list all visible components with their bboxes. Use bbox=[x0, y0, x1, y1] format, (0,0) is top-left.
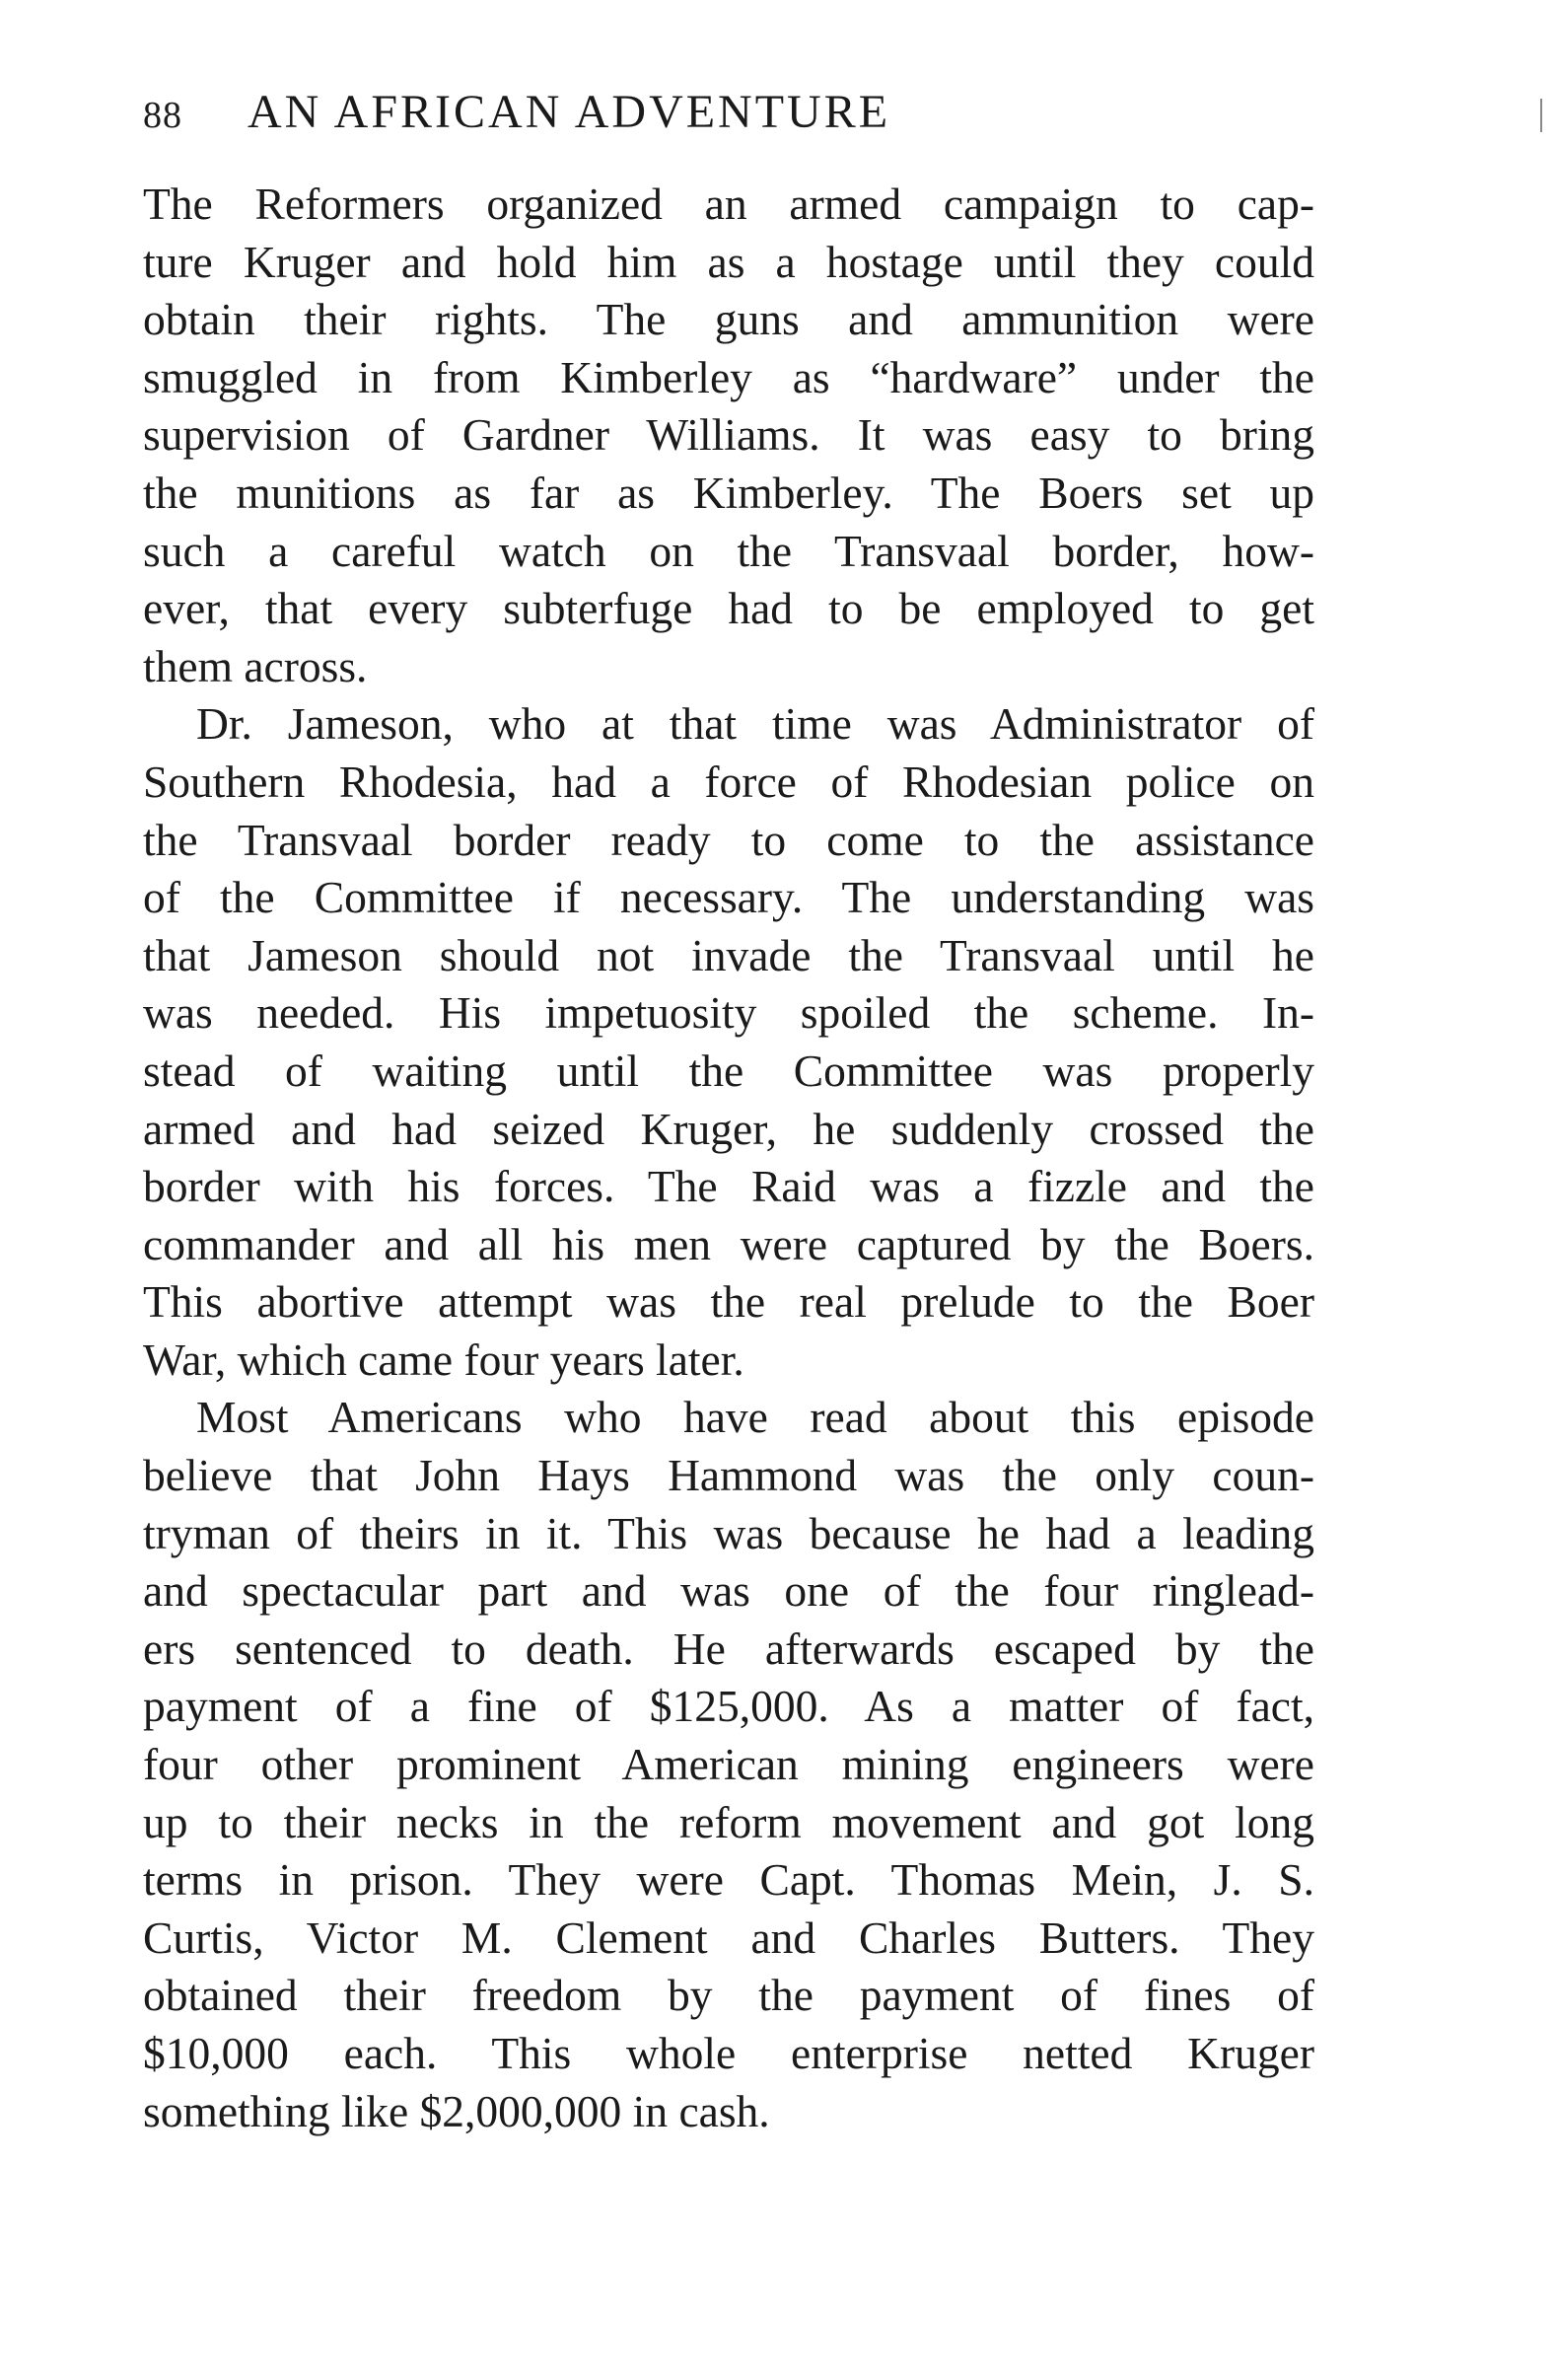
text-line: Dr. Jameson, who at that time was Administrator of bbox=[196, 698, 1314, 750]
text-line: ers sentenced to death. He afterwards escaped by the bbox=[143, 1623, 1314, 1674]
text-line: supervision of Gardner Williams. It was easy to bring bbox=[143, 409, 1314, 461]
text-line: This abortive attempt was the real prelude to the Boer bbox=[143, 1276, 1314, 1328]
text-line: ever, that every subterfuge had to be employed to get bbox=[143, 583, 1314, 634]
text-line: obtain their rights. The guns and ammunition were bbox=[143, 294, 1314, 345]
text-line: payment of a fine of $125,000. As a matter of fact, bbox=[143, 1681, 1314, 1732]
page-number: 88 bbox=[143, 95, 182, 136]
text-line: $10,000 each. This whole enterprise netted Kruger bbox=[143, 2028, 1314, 2078]
text-line: was needed. His impetuosity spoiled the scheme. In- bbox=[143, 987, 1314, 1039]
paragraph-2 bbox=[143, 695, 1314, 1389]
text-line: and spectacular part and was one of the four ringlead- bbox=[143, 1565, 1314, 1617]
text-line: The Reformers organized an armed campaign to cap- bbox=[143, 179, 1314, 229]
running-title: AN AFRICAN ADVENTURE bbox=[248, 86, 891, 138]
text-line: them across. bbox=[143, 640, 368, 691]
text-line: Southern Rhodesia, had a force of Rhodesian police on bbox=[143, 756, 1314, 807]
text-line: of the Committee if necessary. The understanding was bbox=[143, 872, 1314, 923]
text-line: something like $2,000,000 in cash. bbox=[143, 2085, 770, 2136]
text-line: up to their necks in the reform movement and got long bbox=[143, 1796, 1314, 1847]
paragraph-3 bbox=[143, 1389, 1314, 2140]
text-line: smuggled in from Kimberley as “hardware” under the bbox=[143, 351, 1314, 402]
text-line: the Transvaal border ready to come to the assistance bbox=[143, 814, 1314, 865]
text-line: Most Americans who have read about this episode bbox=[196, 1392, 1314, 1443]
text-line: stead of waiting until the Committee was properly bbox=[143, 1045, 1314, 1096]
text-line: ture Kruger and hold him as a hostage until they could bbox=[143, 236, 1314, 287]
body-text bbox=[143, 176, 1314, 2140]
text-line: War, which came four years later. bbox=[143, 1334, 744, 1385]
text-line: tryman of theirs in it. This was because he had a leading bbox=[143, 1507, 1314, 1558]
text-line: obtained their freedom by the payment of fines of bbox=[143, 1970, 1314, 2021]
running-head bbox=[143, 85, 1129, 154]
text-line: the munitions as far as Kimberley. The Boers set up bbox=[143, 467, 1314, 518]
text-line: commander and all his men were captured by the Boers. bbox=[143, 1218, 1314, 1269]
text-line: armed and had seized Kruger, he suddenly crossed the bbox=[143, 1103, 1314, 1154]
text-line: Curtis, Victor M. Clement and Charles Butters. They bbox=[143, 1911, 1314, 1963]
text-line: four other prominent American mining engineers were bbox=[143, 1739, 1314, 1790]
page-edge-mark bbox=[1540, 99, 1542, 132]
text-line: believe that John Hays Hammond was the only coun- bbox=[143, 1450, 1314, 1501]
text-line: terms in prison. They were Capt. Thomas Mein, J. S. bbox=[143, 1854, 1314, 1906]
text-line: that Jameson should not invade the Transvaal until he bbox=[143, 929, 1314, 980]
paragraph-1 bbox=[143, 176, 1314, 695]
text-line: border with his forces. The Raid was a fizzle and the bbox=[143, 1161, 1314, 1212]
text-line: such a careful watch on the Transvaal border, how- bbox=[143, 525, 1314, 576]
